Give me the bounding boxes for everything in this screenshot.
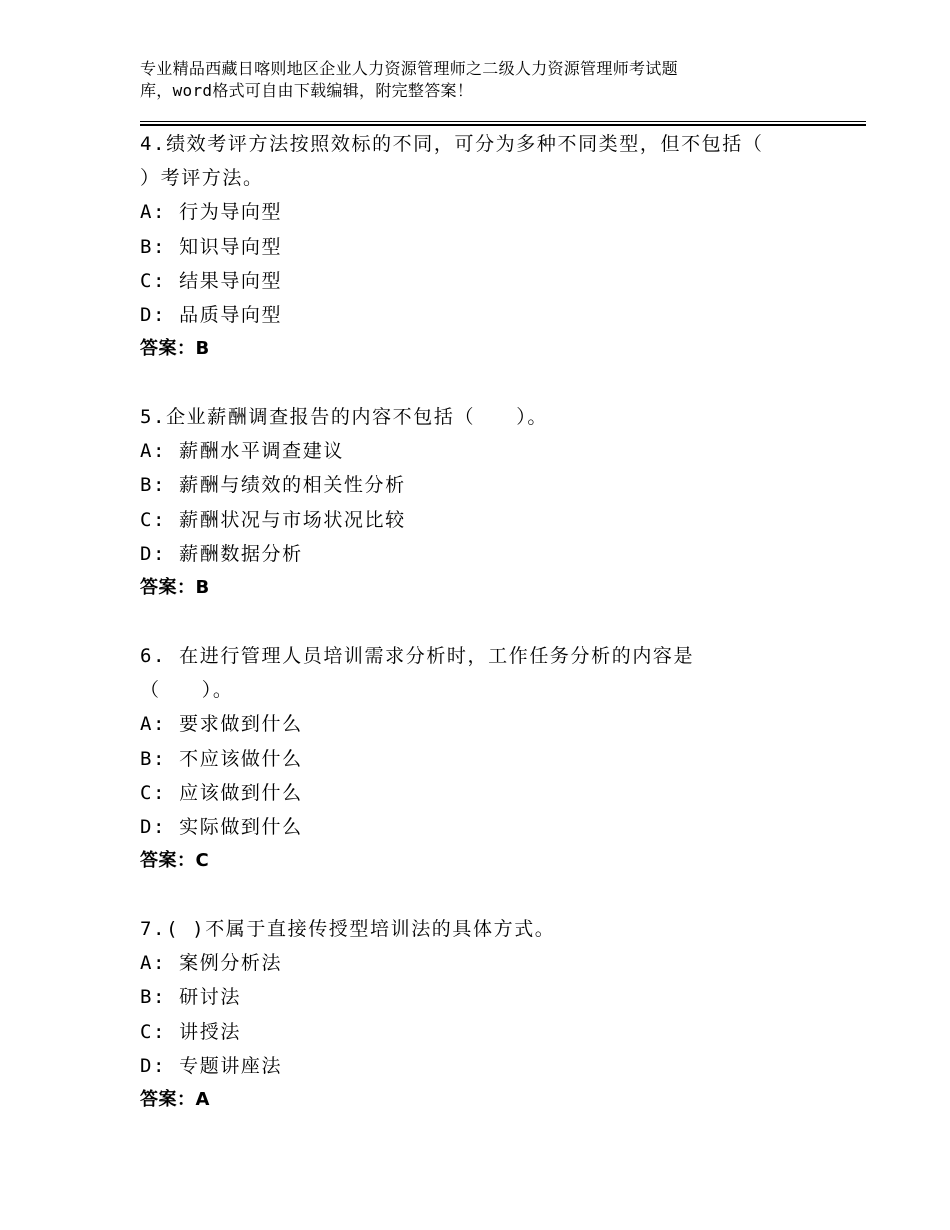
option-c: C: 薪酬状况与市场状况比较 xyxy=(140,508,406,531)
header-divider-thick xyxy=(140,124,866,126)
option-a: A: 要求做到什么 xyxy=(140,713,303,736)
option-c: C: 结果导向型 xyxy=(140,269,283,292)
question-stem: 7.( )不属于直接传授型培训法的具体方式。 xyxy=(140,918,556,940)
option-d: D: 薪酬数据分析 xyxy=(140,542,303,565)
option-c: C: 讲授法 xyxy=(140,1020,241,1043)
header-line-1: 专业精品西藏日喀则地区企业人力资源管理师之二级人力资源管理师考试题 xyxy=(140,59,678,78)
option-a: A: 薪酬水平调查建议 xyxy=(140,440,344,463)
question-stem: 4.绩效考评方法按照效标的不同，可分为多种不同类型，但不包括（ xyxy=(140,133,764,155)
option-d: D: 品质导向型 xyxy=(140,304,283,327)
answer: 答案：A xyxy=(140,1089,210,1111)
option-b: B: 研讨法 xyxy=(140,986,241,1009)
question-stem-continued: ）考评方法。 xyxy=(140,167,264,190)
header-divider-thin xyxy=(140,121,866,122)
option-d: D: 实际做到什么 xyxy=(140,816,303,839)
answer: 答案：B xyxy=(140,577,210,599)
answer: 答案：B xyxy=(140,338,210,360)
option-a: A: 行为导向型 xyxy=(140,201,283,224)
header-line-2: 库，word格式可自由下载编辑，附完整答案！ xyxy=(140,81,474,100)
answer: 答案：C xyxy=(140,850,210,872)
option-c: C: 应该做到什么 xyxy=(140,781,303,804)
question-4 xyxy=(140,127,840,366)
option-b: B: 薪酬与绩效的相关性分析 xyxy=(140,474,406,497)
question-5 xyxy=(140,400,840,605)
option-b: B: 知识导向型 xyxy=(140,235,283,258)
question-stem-continued: （ ）。 xyxy=(140,679,234,702)
option-b: B: 不应该做什么 xyxy=(140,747,303,770)
question-stem: 6. 在进行管理人员培训需求分析时，工作任务分析的内容是 xyxy=(140,645,695,667)
question-stem: 5.企业薪酬调查报告的内容不包括（ ）。 xyxy=(140,406,548,428)
question-6 xyxy=(140,639,840,878)
question-7 xyxy=(140,912,840,1117)
option-d: D: 专题讲座法 xyxy=(140,1054,283,1077)
document-header xyxy=(140,58,780,102)
option-a: A: 案例分析法 xyxy=(140,952,283,975)
